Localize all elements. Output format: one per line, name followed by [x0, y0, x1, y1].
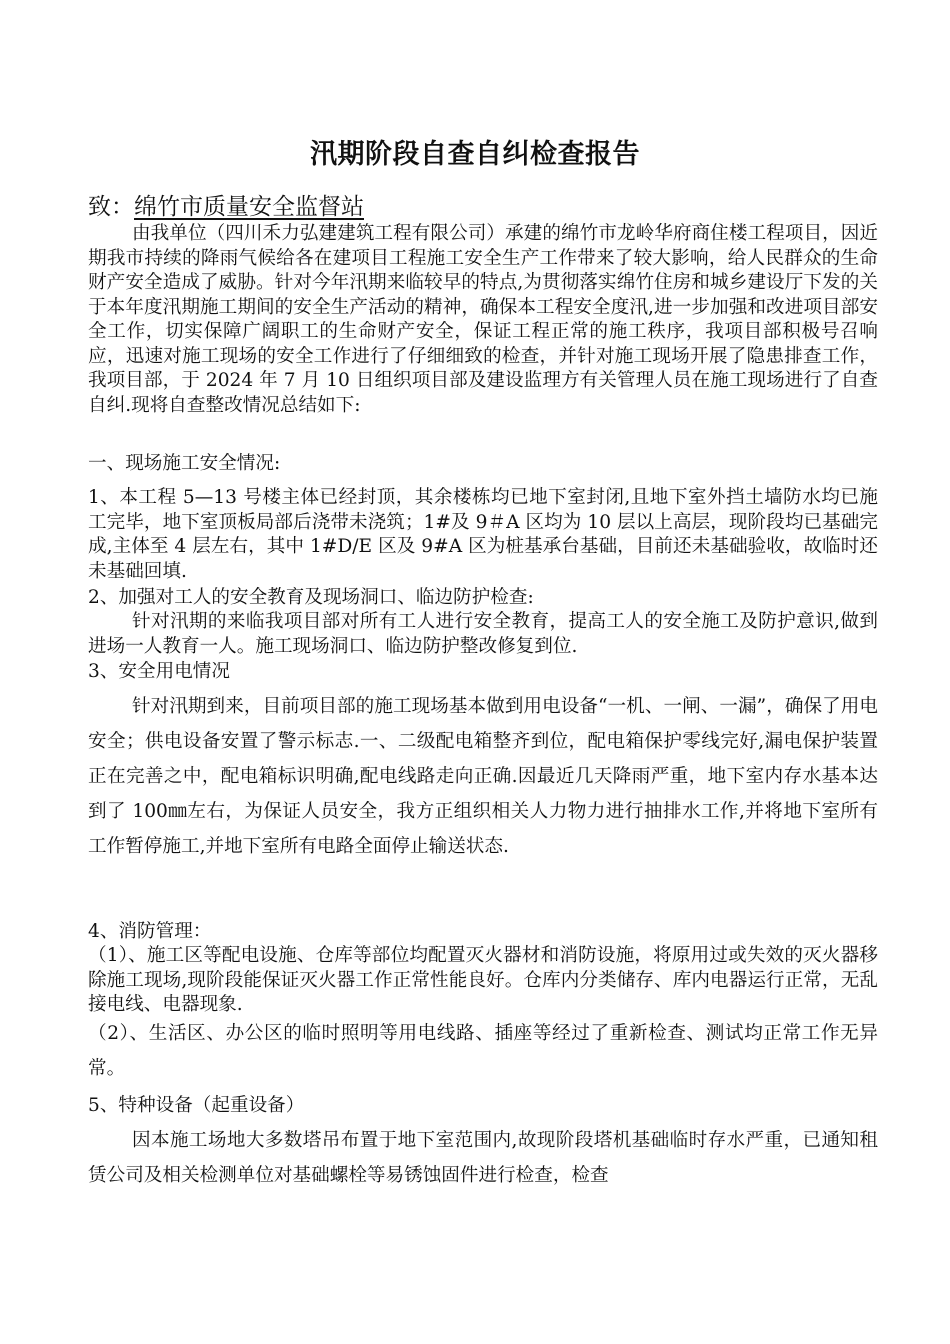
intro-paragraph: 由我单位（四川禾力弘建建筑工程有限公司）承建的绵竹市龙岭华府商住楼工程项目，因近期我市持续的降雨气候给各在建项目工程施工安全生产工作带来了较大影响，给人民群众的生命财产安全造成了威胁。针对今年汛期来临较早的特点,为贯彻落实绵竹住房和城乡建设厅下发的关于本年度汛期施工期间的安全生产活动的精神，确保本工程安全度汛,进一步加强和改进项目部安全工作，切实保障广阔职工的生命财产安全，保证工程正常的施工秩序，我项目部积极号召响应，迅速对施工现场的安全工作进行了仔细细致的检查，并针对施工现场开展了隐患排查工作，我项目部，于 2024 年 7 月 10 日组织项目部及建设监理方有关管理人员在施工现场进行了自查自纠.现将自查整改情况总结如下:	[88, 223, 878, 416]
item-2-heading: 2、加强对工人的安全教育及现场洞口、临边防护检查:	[88, 587, 534, 608]
document-title: 汛期阶段自查自纠检查报告	[310, 139, 640, 170]
item-4-point-1: （1）、施工区等配电设施、仓库等部位均配置灭火器材和消防设施，将原用过或失效的灭火器移除施工现场,现阶段能保证灭火器工作正常性能良好。仓库内分类储存、库内电器运行正常，无乱接电线、电器现象.	[88, 945, 878, 1015]
item-5-body: 因本施工场地大多数塔吊布置于地下室范围内,故现阶段塔机基础临时存水严重，已通知租赁公司及相关检测单位对基础螺栓等易锈蚀固件进行检查，检查	[88, 1130, 878, 1186]
item-4-heading: 4、消防管理：	[88, 921, 212, 942]
recipient-org: 绵竹市质量安全监督站	[134, 194, 364, 220]
recipient-line	[88, 188, 364, 221]
recipient-prefix: 致：	[88, 194, 134, 220]
item-3-heading: 3、安全用电情况	[88, 661, 230, 682]
item-4-point-2: （2）、生活区、办公区的临时照明等用电线路、插座等经过了重新检查、测试均正常工作无异常。	[88, 1023, 878, 1079]
item-5-heading: 5、特种设备（起重设备）	[88, 1095, 305, 1116]
section-heading-site-safety: 一、现场施工安全情况:	[88, 453, 281, 474]
item-3-body: 针对汛期到来，目前项目部的施工现场基本做到用电设备“一机、一闸、一漏”，确保了用电安全；供电设备安置了警示标志.一、二级配电箱整齐到位，配电箱保护零线完好,漏电保护装置正在完善之中，配电箱标识明确,配电线路走向正确.因最近几天降雨严重，地下室内存水基本达到了 100㎜左右，为保证人员安全，我方正组织相关人力物力进行抽排水工作,并将地下室所有工作暂停施工,并地下室所有电路全面停止输送状态.	[88, 696, 878, 857]
item-2-body: 针对汛期的来临我项目部对所有工人进行安全教育，提高工人的安全施工及防护意识,做到进场一人教育一人。施工现场洞口、临边防护整改修复到位.	[88, 611, 878, 657]
item-1-paragraph: 1、本工程 5—13 号楼主体已经封顶，其余楼栋均已地下室封闭,且地下室外挡土墙防水均已施工完毕，地下室顶板局部后浇带未浇筑；1#及 9＃A 区均为 10 层以上高层，现阶段均已基础完成,主体至 4 层左右，其中 1#D/E 区及 9#A 区为桩基承台基础，目前还未基础验收，故临时还未基础回填.	[88, 487, 878, 582]
